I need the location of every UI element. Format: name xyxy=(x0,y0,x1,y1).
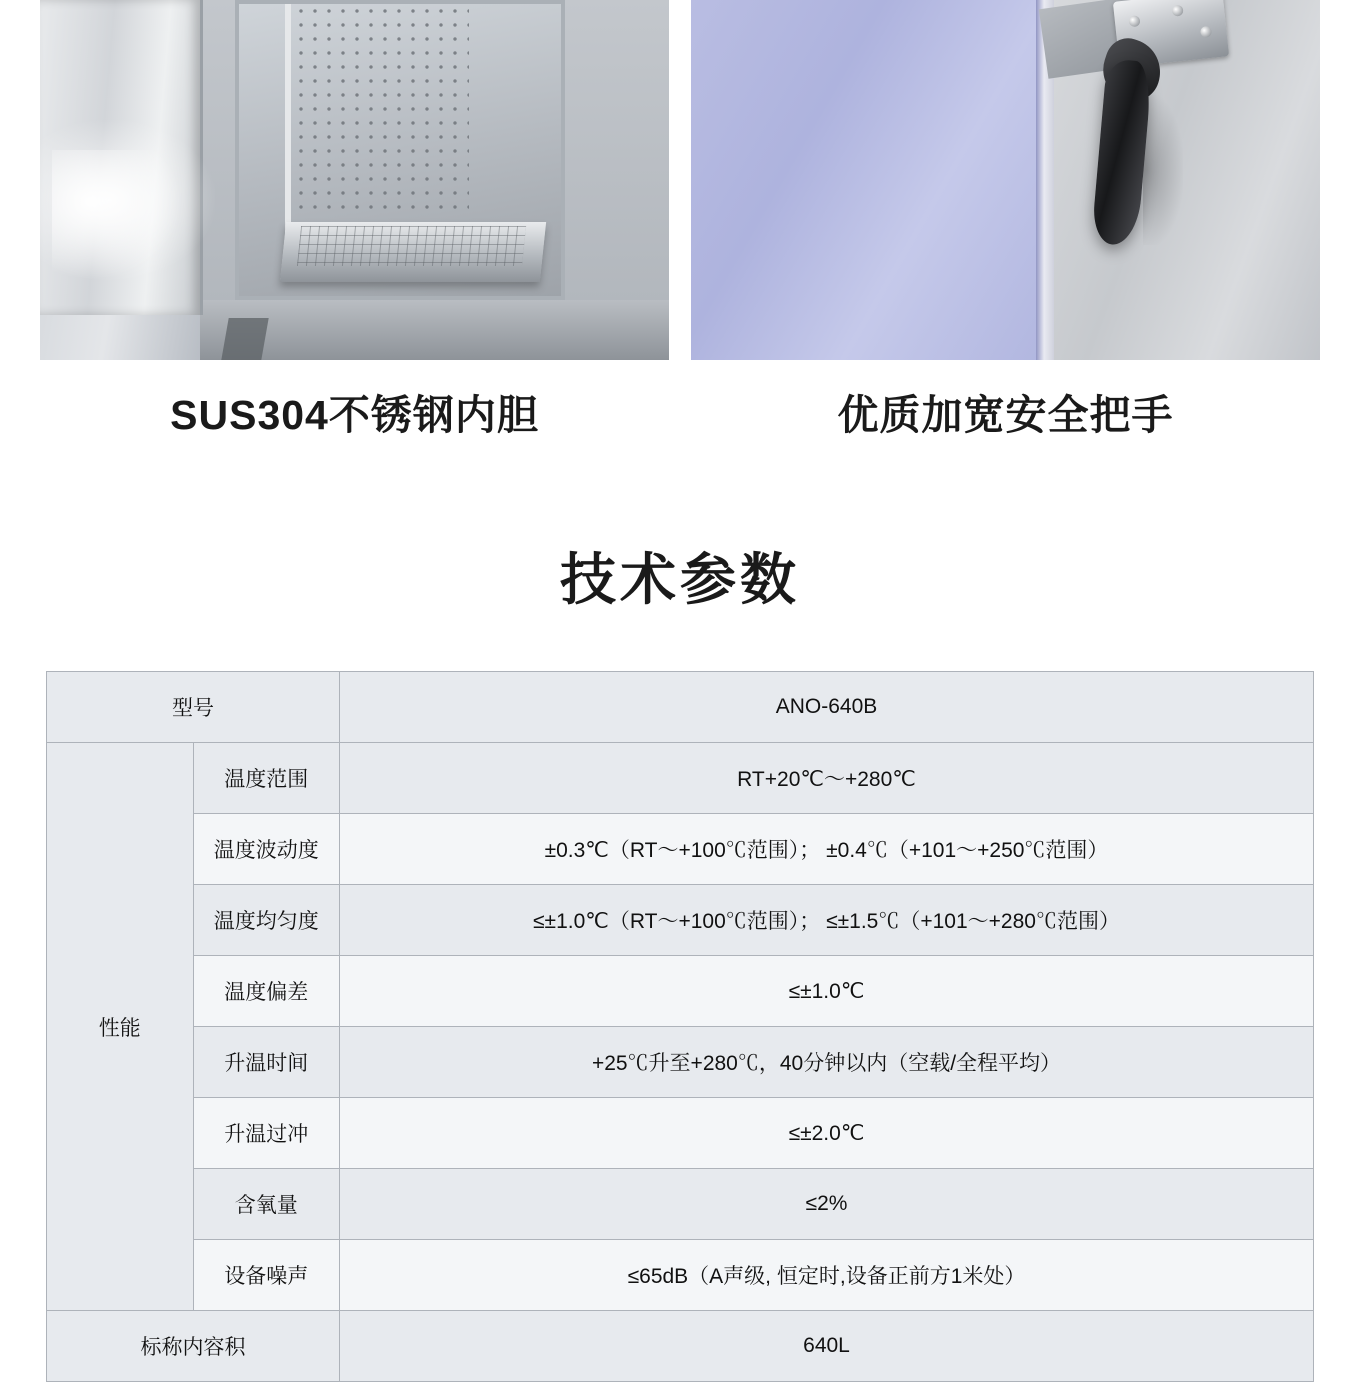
handle-photo-image xyxy=(691,0,1320,360)
cell-volume-label: 标称内容积 xyxy=(47,1311,340,1382)
table-row xyxy=(47,743,1314,814)
oven-chamber xyxy=(235,0,565,300)
cell-value: ±0.3℃（RT～+100℃范围）； ±0.4℃（+101～+250℃范围） xyxy=(340,814,1314,885)
table-row xyxy=(47,1027,1314,1098)
cell-label: 升温时间 xyxy=(193,1027,340,1098)
cell-model-value: ANO-640B xyxy=(340,672,1314,743)
table-row xyxy=(47,885,1314,956)
cell-label: 温度偏差 xyxy=(193,956,340,1027)
oven-interior-photo xyxy=(40,0,669,360)
cell-label: 温度均匀度 xyxy=(193,885,340,956)
perforated-panel xyxy=(294,4,469,219)
cell-value: +25℃升至+280℃，40分钟以内（空载/全程平均） xyxy=(340,1027,1314,1098)
table-row xyxy=(47,1240,1314,1311)
handle-shadow xyxy=(1143,95,1183,245)
product-photo-row xyxy=(0,0,1360,441)
cell-value: ≤±1.0℃ xyxy=(340,956,1314,1027)
oven-shelf-mesh xyxy=(297,226,526,266)
cell-volume-value: 640L xyxy=(340,1311,1314,1382)
cell-group-performance: 性能 xyxy=(47,743,194,1311)
table-row-volume xyxy=(47,1311,1314,1382)
section-title-tech-params: 技术参数 xyxy=(560,548,800,611)
cell-value: ≤2% xyxy=(340,1169,1314,1240)
latch-screw xyxy=(1172,5,1184,17)
cell-value: ≤±2.0℃ xyxy=(340,1098,1314,1169)
photo-cell-interior xyxy=(40,0,669,441)
door-handle-photo xyxy=(691,0,1320,360)
blue-door-panel xyxy=(691,0,1036,360)
photo-caption-handle: 优质加宽安全把手 xyxy=(837,392,1174,438)
table-row xyxy=(47,1098,1314,1169)
cell-label: 设备噪声 xyxy=(193,1240,340,1311)
spec-table xyxy=(46,671,1314,1382)
photo-caption-interior: SUS304不锈钢内胆 xyxy=(170,392,539,438)
table-row-model xyxy=(47,672,1314,743)
cell-label: 升温过冲 xyxy=(193,1098,340,1169)
table-row xyxy=(47,814,1314,885)
cell-value: RT+20℃～+280℃ xyxy=(340,743,1314,814)
cell-label: 温度波动度 xyxy=(193,814,340,885)
oven-highlight xyxy=(40,120,215,280)
oven-base xyxy=(200,300,669,360)
oven-leg xyxy=(221,318,268,360)
table-row xyxy=(47,1169,1314,1240)
cell-value: ≤±1.0℃（RT～+100℃范围）； ≤±1.5℃（+101～+280℃范围） xyxy=(340,885,1314,956)
latch-screw xyxy=(1128,15,1140,27)
cell-label: 温度范围 xyxy=(193,743,340,814)
photo-cell-handle xyxy=(691,0,1320,441)
latch-screw xyxy=(1200,26,1212,38)
spec-table-wrapper xyxy=(0,671,1360,1382)
cell-model-label: 型号 xyxy=(47,672,340,743)
cell-value: ≤65dB（A声级, 恒定时,设备正前方1米处） xyxy=(340,1240,1314,1311)
table-row xyxy=(47,956,1314,1027)
cell-label: 含氧量 xyxy=(193,1169,340,1240)
oven-body-image xyxy=(40,0,669,360)
perforated-panel-edge xyxy=(285,4,291,234)
